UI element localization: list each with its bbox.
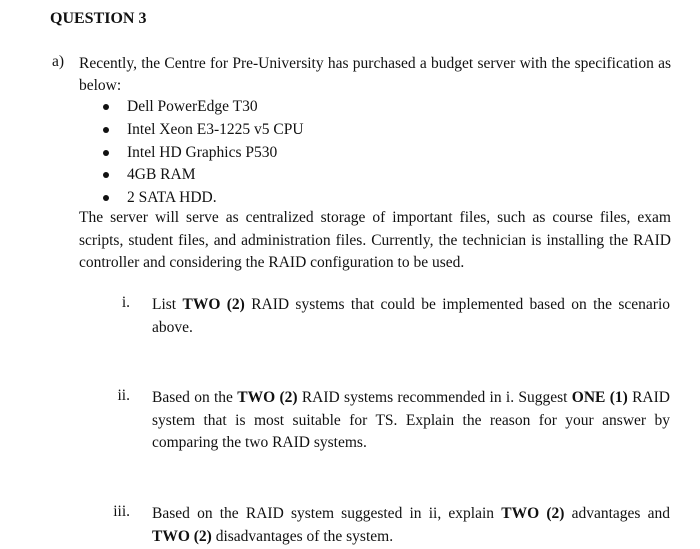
bullet-icon [103, 150, 109, 156]
spec-text: 4GB RAM [127, 166, 196, 184]
bullet-icon [103, 104, 109, 110]
subquestion-number: i. [121, 294, 130, 311]
question-heading: QUESTION 3 [50, 10, 147, 27]
spec-text: Intel Xeon E3-1225 v5 CPU [127, 120, 304, 138]
subquestion-text: Based on the TWO (2) RAID systems recommended in i. Suggest ONE (1) RAID system that is most suitable for TS. Explain the reason for your answer by comparing the two RAID systems. [152, 389, 670, 452]
bullet-icon [103, 195, 109, 201]
part-label: a) [52, 53, 65, 70]
spec-item [100, 96, 304, 119]
spec-item [100, 142, 304, 165]
subquestion-text: Based on the RAID system suggested in ii, explain TWO (2) advantages and TWO (2) disadvantages of the system. [152, 505, 670, 545]
scenario-paragraph: The server will serve as centralized storage of important files, such as course files, exam scripts, student files, and administration files. Currently, the technician is installing the RAID controller and considering the RAID configuration to be used. [79, 209, 671, 272]
spec-item [100, 164, 304, 187]
spec-text: 2 SATA HDD. [127, 189, 217, 207]
spec-list [100, 96, 304, 210]
spec-text: Dell PowerEdge T30 [127, 98, 258, 115]
subquestion-text: List TWO (2) RAID systems that could be implemented based on the scenario above. [152, 296, 671, 336]
bullet-icon [103, 172, 109, 178]
subquestion-number: iii. [113, 503, 130, 520]
part-intro: Recently, the Centre for Pre-University has purchased a budget server with the specification as below: [79, 55, 671, 94]
spec-item [100, 119, 304, 142]
spec-text: Intel HD Graphics P530 [127, 143, 278, 161]
bullet-icon [103, 127, 109, 133]
subquestion-number: ii. [117, 387, 130, 404]
